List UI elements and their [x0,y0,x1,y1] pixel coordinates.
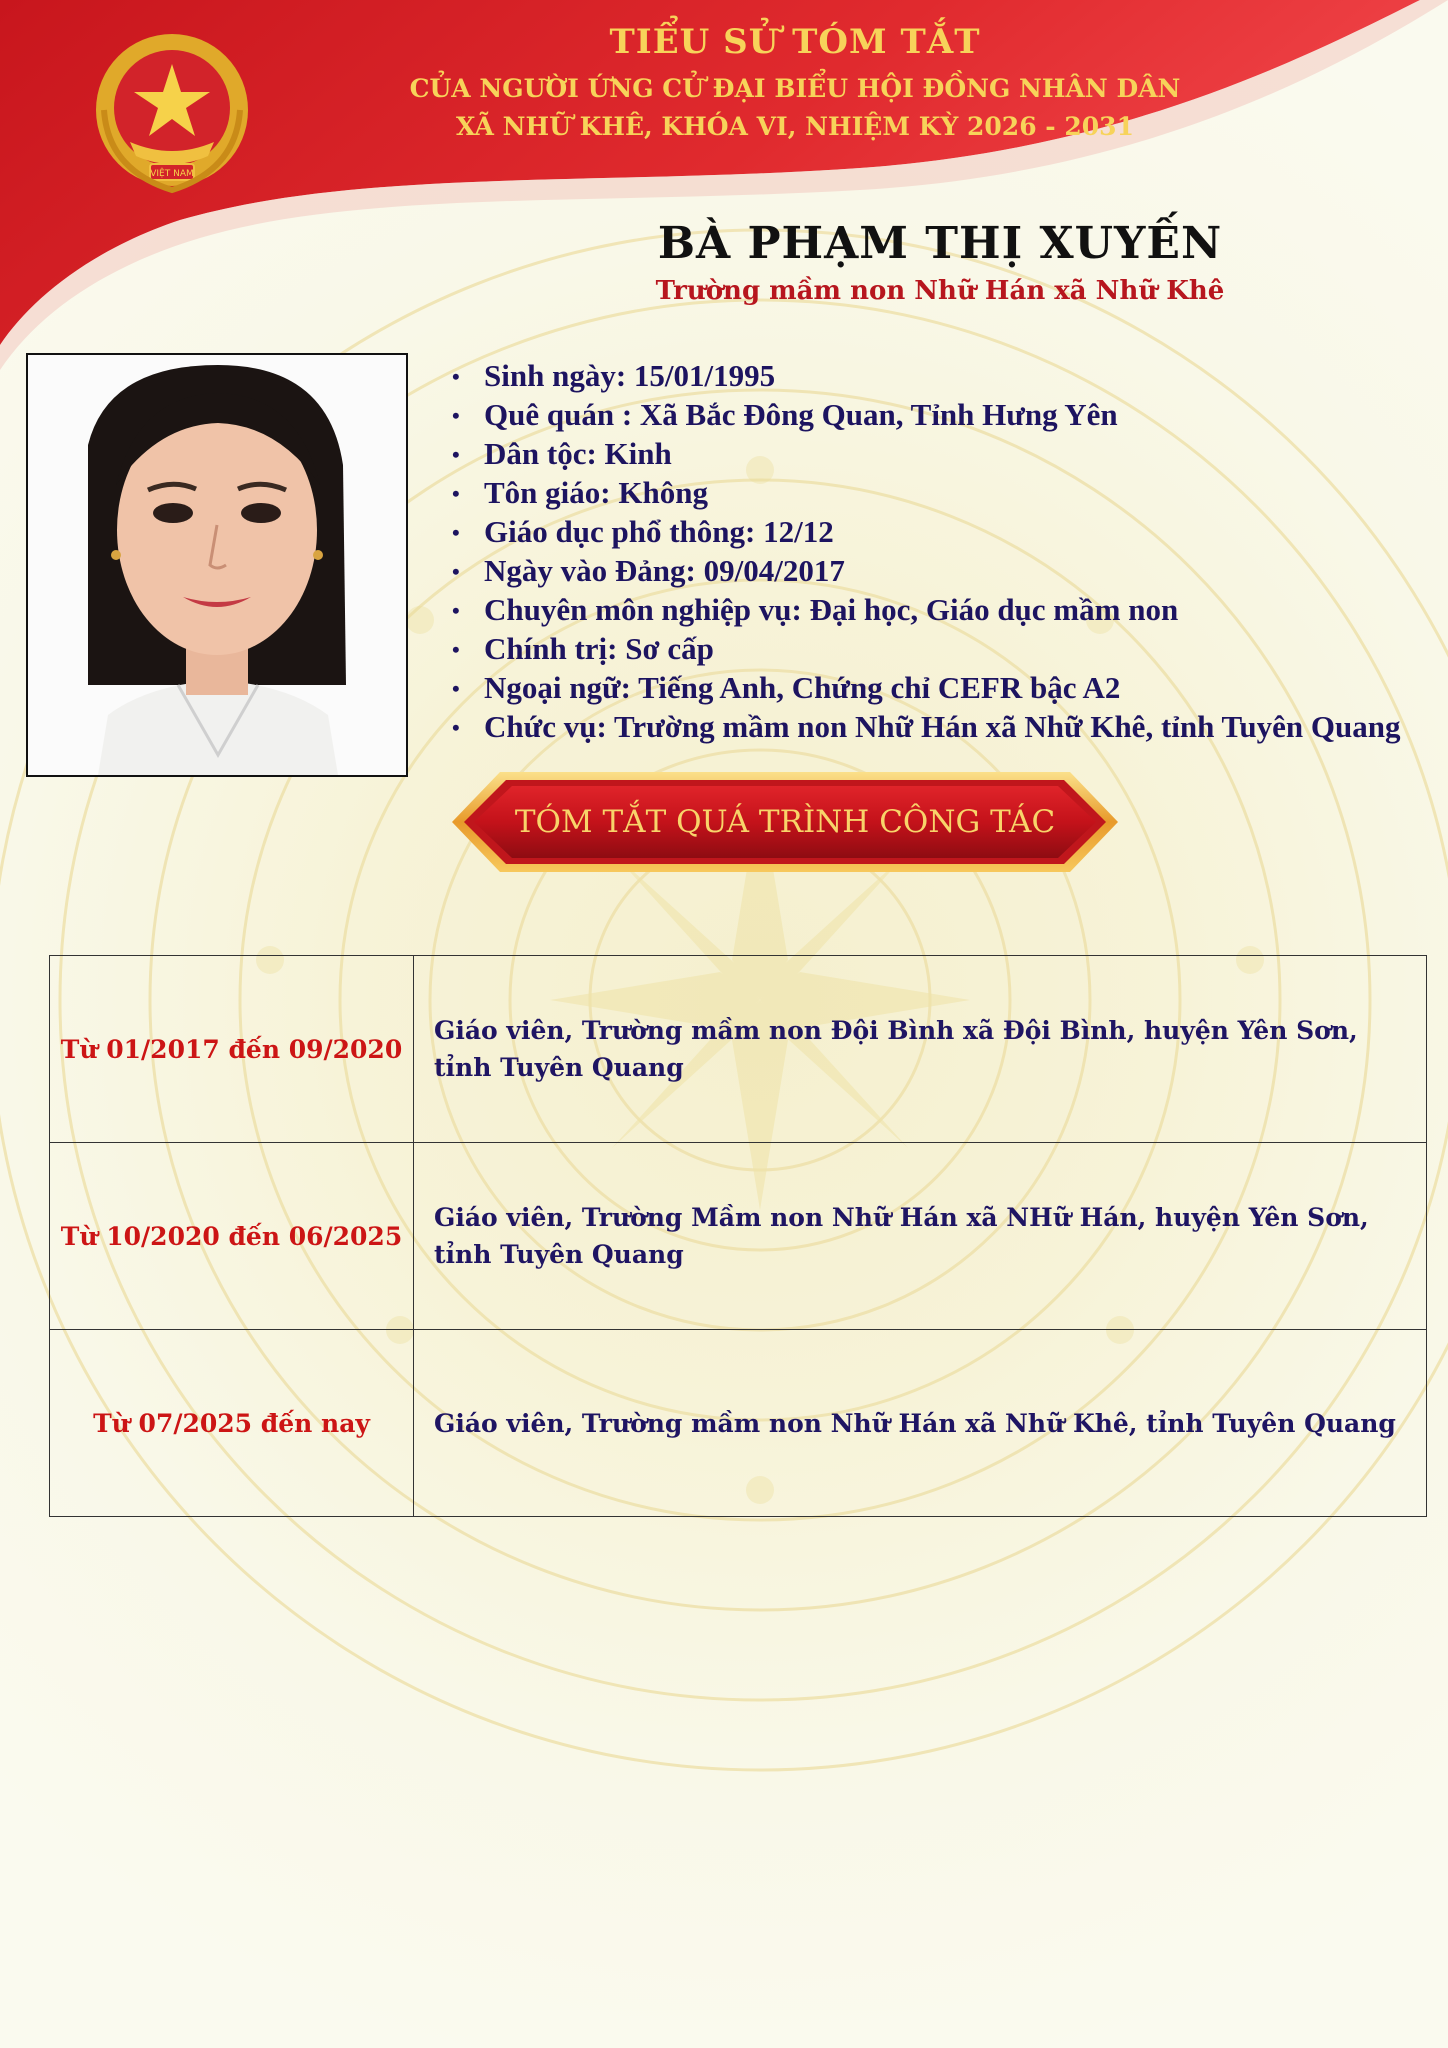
career-period: Từ 10/2020 đến 06/2025 [50,1143,414,1330]
document-subtitle: CỦA NGƯỜI ỨNG CỬ ĐẠI BIỂU HỘI ĐỒNG NHÂN DÂN [409,74,1181,103]
bullet-icon: • [452,481,460,506]
table-row [50,1330,1427,1517]
table-row [50,956,1427,1143]
national-emblem-icon [88,30,256,198]
document-term: XÃ NHỮ KHÊ, KHÓA VI, NHIỆM KỲ 2026 - 2031 [456,112,1134,141]
info-item-ethnicity: • Dân tộc: Kinh [452,434,1400,473]
candidate-name: BÀ PHẠM THỊ XUYẾN [657,218,1223,269]
bullet-icon: • [452,715,460,740]
section-title: TÓM TẮT QUÁ TRÌNH CÔNG TÁC [514,804,1056,840]
portrait-image [28,355,406,775]
info-item-profession: • Chuyên môn nghiệp vụ: Đại học, Giáo dục mầm non [452,590,1400,629]
bullet-icon: • [452,637,460,662]
bullet-icon: • [452,403,460,428]
bullet-icon: • [452,676,460,701]
info-item-religion: • Tôn giáo: Không [452,473,1400,512]
info-item-politics: • Chính trị: Sơ cấp [452,629,1400,668]
career-period: Từ 07/2025 đến nay [50,1330,414,1517]
emblem-caption: VIỆT NAM [150,169,194,179]
bullet-icon: • [452,442,460,467]
info-item-language: • Ngoại ngữ: Tiếng Anh, Chứng chỉ CEFR bậc A2 [452,668,1400,707]
career-role: Giáo viên, Trường mầm non Nhữ Hán xã Nhữ Khê, tỉnh Tuyên Quang [414,1330,1427,1517]
bullet-icon: • [452,598,460,623]
career-role: Giáo viên, Trường mầm non Đội Bình xã Đội Bình, huyện Yên Sơn, tỉnh Tuyên Quang [414,956,1427,1143]
career-role: Giáo viên, Trường Mầm non Nhữ Hán xã NHữ Hán, huyện Yên Sơn, tỉnh Tuyên Quang [414,1143,1427,1330]
info-item-education: • Giáo dục phổ thông: 12/12 [452,512,1400,551]
bullet-icon: • [452,364,460,389]
bullet-icon: • [452,520,460,545]
info-item-birthdate: • Sinh ngày: 15/01/1995 [452,356,1400,395]
info-item-hometown: • Quê quán : Xã Bắc Đông Quan, Tỉnh Hưng Yên [452,395,1400,434]
personal-info-list [452,356,1400,746]
table-row [50,1143,1427,1330]
info-item-position: • Chức vụ: Trường mầm non Nhữ Hán xã Nhữ Khê, tỉnh Tuyên Quang [452,707,1400,746]
career-period: Từ 01/2017 đến 09/2020 [50,956,414,1143]
candidate-workplace: Trường mầm non Nhữ Hán xã Nhữ Khê [655,276,1225,306]
bullet-icon: • [452,559,460,584]
candidate-photo [26,353,408,777]
info-item-party-date: • Ngày vào Đảng: 09/04/2017 [452,551,1400,590]
document-title: TIỂU SỬ TÓM TẮT [609,22,981,62]
career-table [49,955,1427,1517]
